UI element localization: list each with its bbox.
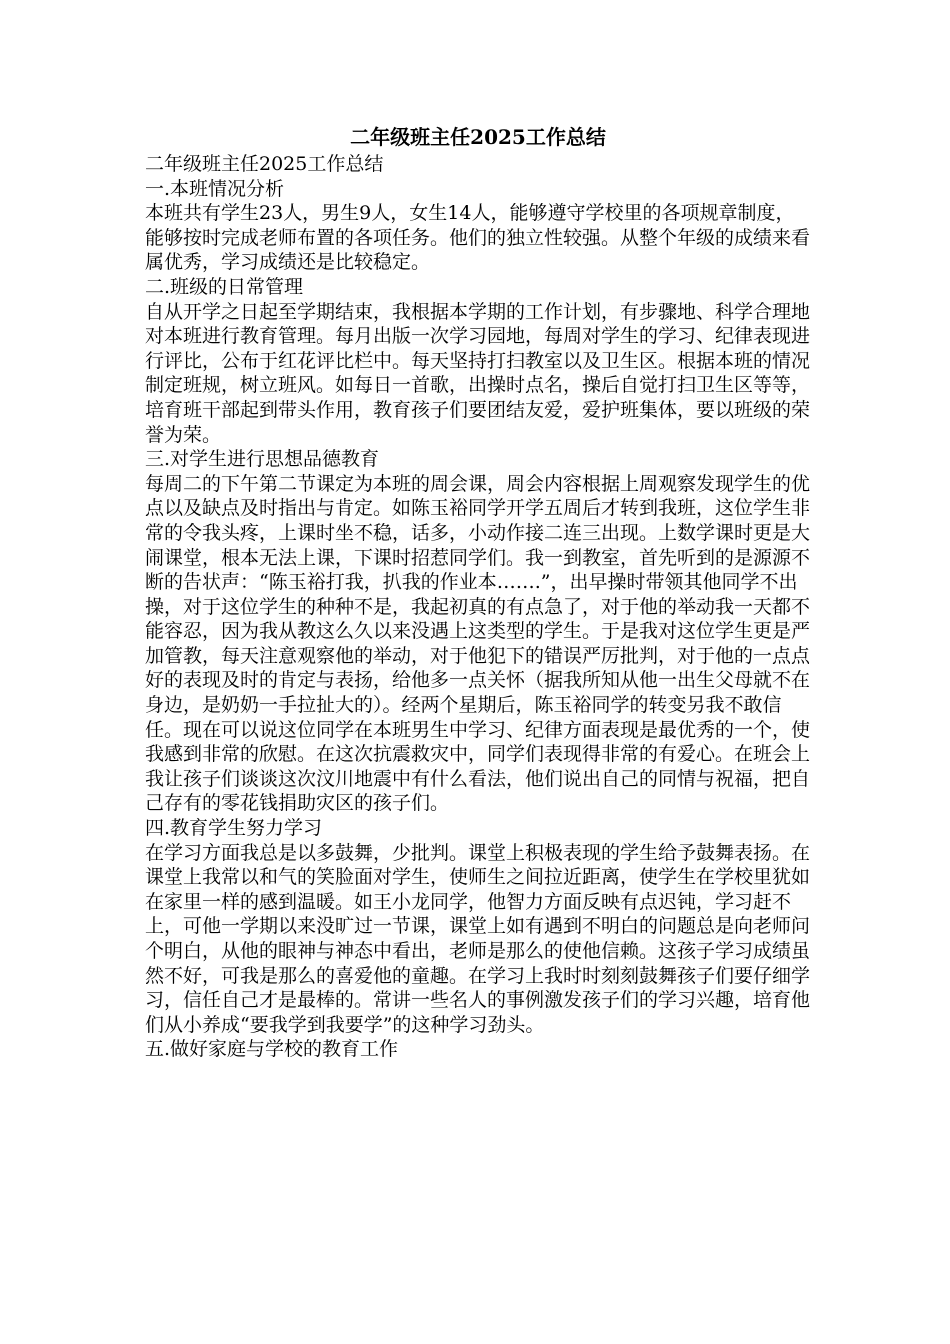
section-heading: 五.做好家庭与学校的教育工作 <box>145 1038 399 1061</box>
section-body: 本班共有学生23人，男生9人，女生14人，能够遵守学校里的各项规章制度，能够按时完成老师布置的各项任务。他们的独立性较强。从整个年级的成绩来看属优秀，学习成绩还是比较稳定。 <box>145 202 811 274</box>
section-body: 在学习方面我总是以多鼓舞，少批判。课堂上积极表现的学生给予鼓舞表扬。在课堂上我常以和气的笑脸面对学生，使师生之间拉近距离，使学生在学校里犹如在家里一样的感到温暖。如王小龙同学，他智力方面反映有点迟钝，学习赶不上，可他一学期以来没旷过一节课，课堂上如有遇到不明白的问题总是向老师问个明白，从他的眼神与神态中看出，老师是那么的使他信赖。这孩子学习成绩虽然不好，可我是那么的喜爱他的童趣。在学习上我时时刻刻鼓舞孩子们要仔细学习，信任自己才是最棒的。常讲一些名人的事例激发孩子们的学习兴趣，培育他们从小养成“要我学到我要学”的这种学习劲头。 <box>145 841 811 1036</box>
section-heading: 二.班级的日常管理 <box>145 275 304 298</box>
section-body: 自从开学之日起至学期结束，我根据本学期的工作计划，有步骤地、科学合理地对本班进行教育管理。每月出版一次学习园地，每周对学生的学习、纪律表现进行评比，公布于红花评比栏中。每天坚持打扫教室以及卫生区。根据本班的情况制定班规，树立班风。如每日一首歌，出操时点名，操后自觉打扫卫生区等等，培育班干部起到带头作用，教育孩子们要团结友爱，爱护班集体，要以班级的荣誉为荣。 <box>145 300 811 446</box>
document-subtitle: 二年级班主任2025工作总结 <box>145 153 384 175</box>
section-heading: 四.教育学生努力学习 <box>145 817 323 840</box>
document-page <box>145 124 811 1062</box>
section-body: 每周二的下午第二节课定为本班的周会课，周会内容根据上周观察发现学生的优点以及缺点及时指出与肯定。如陈玉裕同学开学五周后才转到我班，这位学生非常的令我头疼，上课时坐不稳，话多，小动作接二连三出现。上数学课时更是大闹课堂，根本无法上课，下课时招惹同学们。我一到教室，首先听到的是源源不断的告状声：“陈玉裕打我，扒我的作业本…….”，出早操时带领其他同学不出操，对于这位学生的种种不是，我起初真的有点急了，对于他的举动我一天都不能容忍，因为我从教这么久以来没遇上这类型的学生。于是我对这位学生更是严加管教，每天注意观察他的举动，对于他犯下的错误严厉批判，对于他的一点点好的表现及时的肯定与表扬，给他多一点关怀（据我所知从他一出生父母就不在身边，是奶奶一手拉扯大的）。经两个星期后，陈玉裕同学的转变另我不敢信任。现在可以说这位同学在本班男生中学习、纪律方面表现是最优秀的一个，使我感到非常的欣慰。在这次抗震救灾中，同学们表现得非常的有爱心。在班会上我让孩子们谈谈这次汶川地震中有什么看法，他们说出自己的同情与祝福，把自己存有的零花钱捐助灾区的孩子们。 <box>145 472 811 815</box>
document-title: 二年级班主任2025工作总结 <box>350 125 606 149</box>
section-heading: 三.对学生进行思想品德教育 <box>145 448 380 471</box>
section-heading: 一.本班情况分析 <box>145 177 285 200</box>
